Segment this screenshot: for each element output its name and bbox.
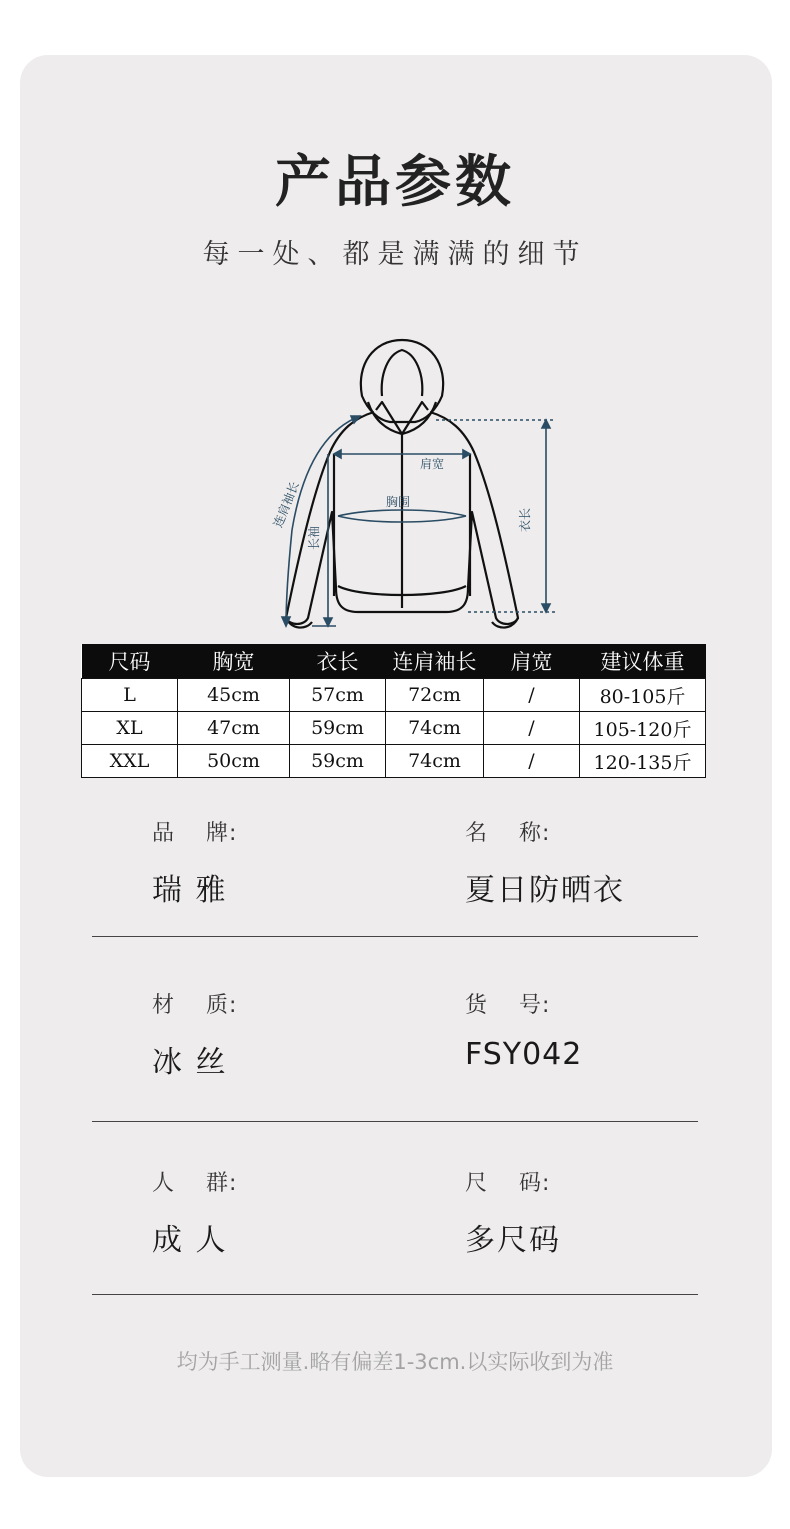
jacket-outline [286, 340, 518, 628]
table-row [82, 712, 706, 745]
table-cell: XL [82, 712, 178, 745]
divider [92, 936, 698, 937]
divider [92, 1294, 698, 1295]
param-brand [152, 816, 237, 909]
param-item-no-label: 货 号: [465, 993, 551, 1018]
table-cell: L [82, 679, 178, 712]
table-row [82, 679, 706, 712]
table-cell: 80-105斤 [580, 679, 706, 712]
table-cell: / [484, 679, 580, 712]
param-name-value: 夏日防晒衣 [465, 873, 625, 908]
jacket-measurement-diagram [250, 330, 570, 640]
header-cell: 连肩袖长 [386, 644, 484, 679]
param-name-label: 名 称: [465, 821, 551, 846]
param-name [465, 816, 625, 909]
table-cell: / [484, 712, 580, 745]
table-cell: 120-135斤 [580, 745, 706, 778]
param-material-value: 冰 丝 [152, 1045, 228, 1080]
page-subtitle: 每一处、都是满满的细节 [202, 239, 588, 270]
page-title: 产品参数 [275, 150, 515, 215]
param-size-value: 多尺码 [465, 1223, 561, 1258]
table-cell: 72cm [386, 679, 484, 712]
table-cell: XXL [82, 745, 178, 778]
header-cell: 衣长 [290, 644, 386, 679]
param-material-label: 材 质: [152, 993, 238, 1018]
table-cell: 59cm [290, 745, 386, 778]
header-cell: 尺码 [82, 644, 178, 679]
size-table-header-row [82, 644, 706, 679]
table-cell: 59cm [290, 712, 386, 745]
table-row [82, 745, 706, 778]
header-cell: 肩宽 [484, 644, 580, 679]
raglan-sleeve-label: 连肩袖长 [270, 479, 302, 530]
param-brand-label: 品 牌: [152, 821, 238, 846]
size-table [81, 644, 706, 778]
measurement-footnote: 均为手工测量.略有偏差1-3cm.以实际收到为准 [176, 1350, 614, 1374]
param-size [465, 1166, 561, 1259]
divider [92, 1121, 698, 1122]
param-item-no [465, 988, 582, 1072]
param-item-no-value: FSY042 [465, 1037, 583, 1072]
table-cell: 57cm [290, 679, 386, 712]
shoulder-width-label: 肩宽 [420, 457, 445, 471]
param-material [152, 988, 237, 1081]
param-audience [152, 1166, 237, 1259]
table-cell: 74cm [386, 712, 484, 745]
param-audience-value: 成 人 [152, 1223, 228, 1258]
length-label: 衣长 [518, 507, 532, 533]
table-cell: 50cm [178, 745, 290, 778]
table-cell: 105-120斤 [580, 712, 706, 745]
chest-label: 胸围 [386, 495, 411, 509]
param-audience-label: 人 群: [152, 1171, 238, 1196]
table-cell: 47cm [178, 712, 290, 745]
table-cell: / [484, 745, 580, 778]
table-cell: 74cm [386, 745, 484, 778]
param-size-label: 尺 码: [465, 1171, 551, 1196]
header-cell: 胸宽 [178, 644, 290, 679]
table-cell: 45cm [178, 679, 290, 712]
param-brand-value: 瑞 雅 [152, 873, 228, 908]
header-cell: 建议体重 [580, 644, 706, 679]
sleeve-label: 长袖 [307, 525, 321, 551]
